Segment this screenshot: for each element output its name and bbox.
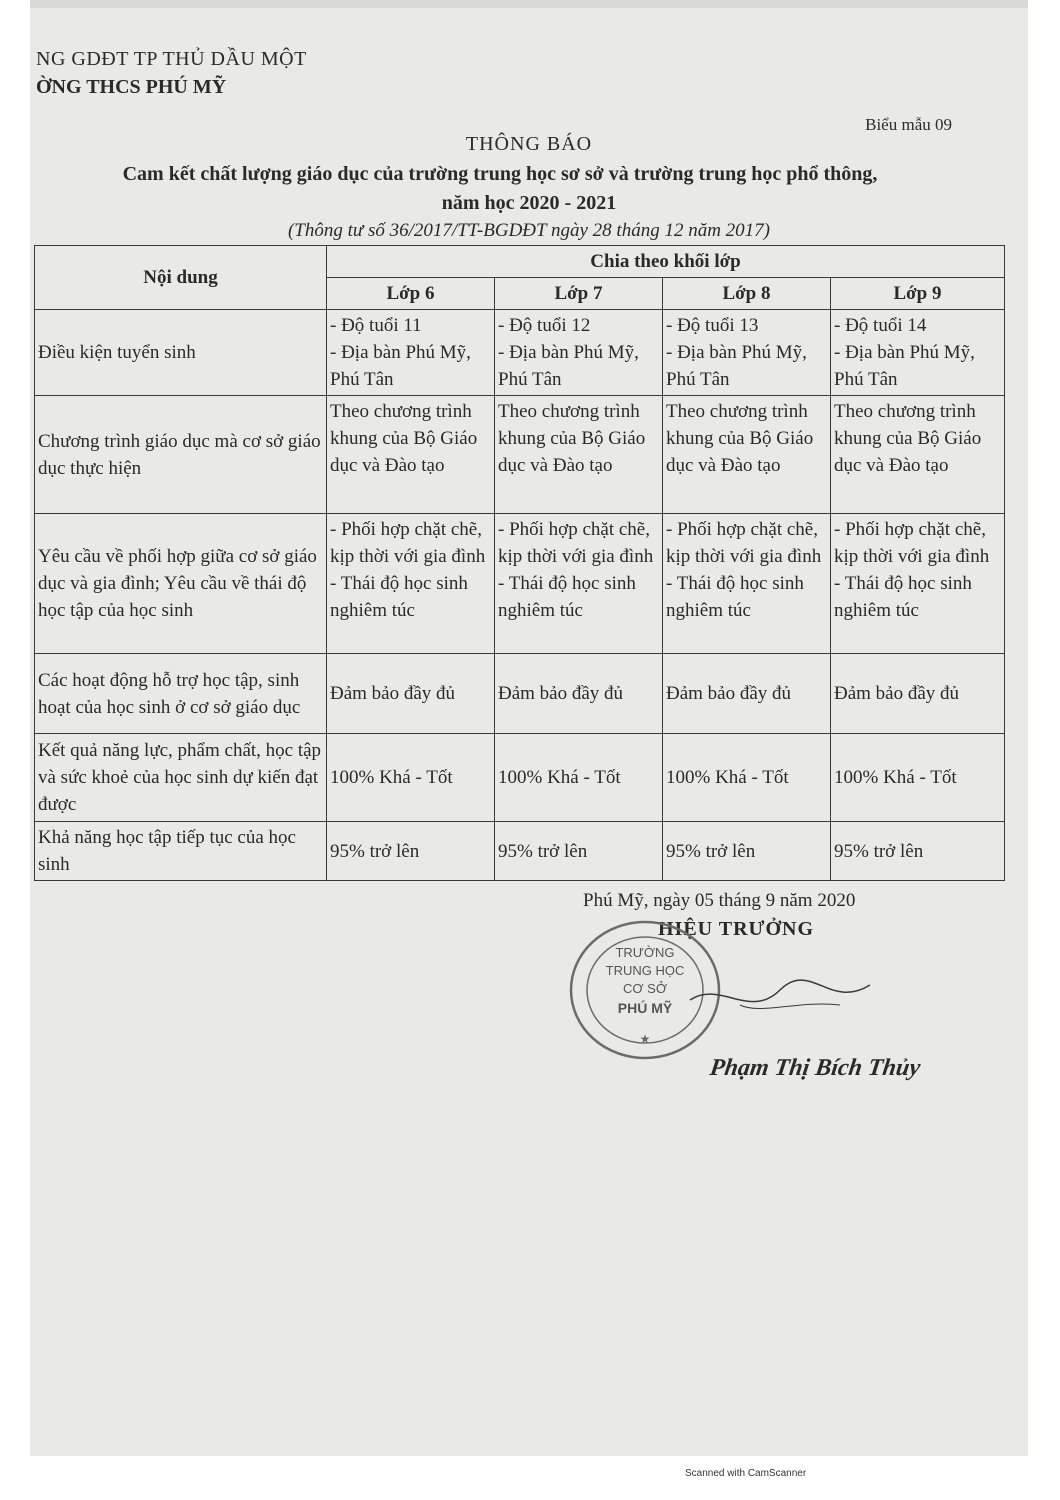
table-cell: 95% trở lên [663, 822, 831, 881]
table-cell: 95% trở lên [831, 822, 1005, 881]
school-name: ỜNG THCS PHÚ MỸ [36, 76, 227, 98]
table-header-row [35, 246, 1005, 278]
table-row [35, 654, 1005, 734]
school-year: năm học 2020 - 2021 [441, 192, 617, 214]
table-cell: 95% trở lên [495, 822, 663, 881]
table-cell: Đảm bảo đầy đủ [495, 654, 663, 734]
table-row [35, 734, 1005, 822]
grade-group-header: Chia theo khối lớp [327, 246, 1005, 278]
signer-name: Phạm Thị Bích Thủy [708, 1055, 922, 1081]
table-cell: 100% Khá - Tốt [663, 734, 831, 822]
table-cell: - Phối hợp chặt chẽ, kịp thời với gia đình - Thái độ học sinh nghiêm túc [831, 514, 1005, 654]
grade-header: Lớp 9 [831, 278, 1005, 310]
place-date: Phú Mỹ, ngày 05 tháng 9 năm 2020 [583, 890, 856, 911]
seal-star-icon: ★ [639, 1032, 651, 1046]
grade-header: Lớp 7 [495, 278, 663, 310]
seal-line-4: PHÚ MỸ [617, 1000, 673, 1016]
table-cell: - Phối hợp chặt chẽ, kịp thời với gia đình - Thái độ học sinh nghiêm túc [495, 514, 663, 654]
signer-title: HIỆU TRƯỞNG [658, 918, 815, 940]
table-cell: 100% Khá - Tốt [831, 734, 1005, 822]
scanner-watermark: Scanned with CamScanner [685, 1468, 807, 1479]
circular-reference: (Thông tư số 36/2017/TT-BGDĐT ngày 28 tháng 12 năm 2017) [287, 220, 771, 241]
table-cell: Đảm bảo đầy đủ [663, 654, 831, 734]
document-sheet [30, 0, 1028, 1456]
table-row [35, 822, 1005, 881]
seal-line-2: TRUNG HỌC [605, 963, 685, 978]
document-subtitle: Cam kết chất lượng giáo dục của trường trung học sơ sở và trường trung học phổ thông, [122, 163, 878, 185]
row-label: Khả năng học tập tiếp tục của học sinh [35, 822, 327, 881]
table-cell: - Độ tuổi 12 - Địa bàn Phú Mỹ, Phú Tân [495, 310, 663, 396]
table-cell: 95% trở lên [327, 822, 495, 881]
signature-flourish [680, 960, 880, 1040]
seal-line-3: CƠ SỞ [623, 981, 667, 996]
table-row [35, 396, 1005, 514]
document-title: THÔNG BÁO [465, 133, 593, 155]
table-cell: Theo chương trình khung của Bộ Giáo dục và Đào tạo [327, 396, 495, 514]
row-label: Yêu cầu về phối hợp giữa cơ sở giáo dục và gia đình; Yêu cầu về thái độ học tập của học sinh [35, 514, 327, 654]
grade-header: Lớp 6 [327, 278, 495, 310]
table-cell: Theo chương trình khung của Bộ Giáo dục và Đào tạo [663, 396, 831, 514]
table-cell: 100% Khá - Tốt [327, 734, 495, 822]
row-label: Các hoạt động hỗ trợ học tập, sinh hoạt của học sinh ở cơ sở giáo dục [35, 654, 327, 734]
table-cell: - Độ tuổi 14 - Địa bàn Phú Mỹ, Phú Tân [831, 310, 1005, 396]
table-row [35, 514, 1005, 654]
table-cell: - Độ tuổi 13 - Địa bàn Phú Mỹ, Phú Tân [663, 310, 831, 396]
top-edge [30, 0, 1028, 8]
department-name: NG GDĐT TP THỦ DẦU MỘT [36, 48, 307, 70]
row-label: Điều kiện tuyển sinh [35, 310, 327, 396]
table-cell: Đảm bảo đầy đủ [327, 654, 495, 734]
content-header: Nội dung [35, 246, 327, 310]
table-cell: 100% Khá - Tốt [495, 734, 663, 822]
table-row [35, 310, 1005, 396]
table-cell: Đảm bảo đầy đủ [831, 654, 1005, 734]
table-cell: - Phối hợp chặt chẽ, kịp thời với gia đình - Thái độ học sinh nghiêm túc [663, 514, 831, 654]
table-cell: Theo chương trình khung của Bộ Giáo dục và Đào tạo [495, 396, 663, 514]
commitment-table [34, 245, 1005, 881]
table-cell: - Độ tuổi 11 - Địa bàn Phú Mỹ, Phú Tân [327, 310, 495, 396]
form-code: Biểu mẫu 09 [865, 115, 952, 134]
table-cell: - Phối hợp chặt chẽ, kịp thời với gia đình - Thái độ học sinh nghiêm túc [327, 514, 495, 654]
row-label: Chương trình giáo dục mà cơ sở giáo dục thực hiện [35, 396, 327, 514]
row-label: Kết quả năng lực, phẩm chất, học tập và sức khoẻ của học sinh dự kiến đạt được [35, 734, 327, 822]
grade-header: Lớp 8 [663, 278, 831, 310]
table-cell: Theo chương trình khung của Bộ Giáo dục và Đào tạo [831, 396, 1005, 514]
seal-line-1: TRƯỜNG [615, 945, 675, 960]
